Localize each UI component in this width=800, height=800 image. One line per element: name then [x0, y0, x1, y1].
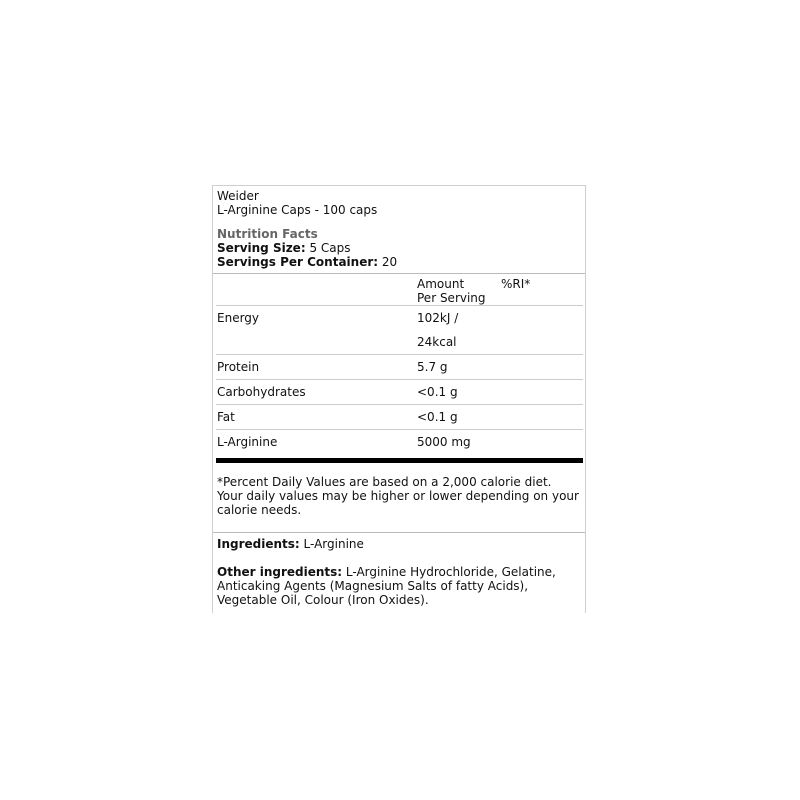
row-fat-name: Fat	[217, 410, 235, 424]
brand-name: Weider	[217, 189, 259, 203]
ingredients-value: L-Arginine	[303, 537, 364, 551]
header-amount	[417, 277, 486, 305]
row-energy-name: Energy	[217, 311, 260, 325]
row-divider	[216, 354, 583, 355]
other-ingredients-value: L-Arginine Hydrochloride, Gelatine, Anticaking Agents (Magnesium Salts of fatty Acids), Vegetable Oil, Colour (Iron Oxides).	[217, 565, 556, 607]
ingredients-label: Ingredients:	[217, 537, 300, 551]
row-divider	[216, 305, 583, 306]
other-ingredients	[217, 565, 579, 607]
servings-per-container-label: Servings Per Container:	[217, 255, 379, 269]
row-energy-amount-line1: 102kJ /	[417, 311, 459, 325]
row-l-arginine-amount: 5000 mg	[417, 435, 471, 449]
header-ri: %RI*	[501, 277, 531, 291]
header-amount-line2: Per Serving	[417, 291, 486, 305]
row-carbohydrates-name: Carbohydrates	[217, 385, 306, 399]
serving-size-value: 5 Caps	[309, 241, 351, 255]
serving-size	[217, 241, 351, 255]
row-energy-amount-line2: 24kcal	[417, 335, 457, 349]
other-ingredients-label: Other ingredients:	[217, 565, 343, 579]
row-divider	[216, 404, 583, 405]
header-amount-line1: Amount	[417, 277, 465, 291]
row-l-arginine-name: L-Arginine	[217, 435, 278, 449]
thick-divider	[216, 458, 583, 463]
row-divider	[216, 379, 583, 380]
facts-title: Nutrition Facts	[217, 227, 318, 241]
row-protein-name: Protein	[217, 360, 260, 374]
product-name: L-Arginine Caps - 100 caps	[217, 203, 378, 217]
servings-per-container-value: 20	[381, 255, 398, 269]
nutrition-panel	[212, 185, 586, 613]
section-divider	[213, 532, 585, 533]
row-divider	[216, 429, 583, 430]
footnote: *Percent Daily Values are based on a 2,000 calorie diet. Your daily values may be higher or lower depending on your calorie needs.	[217, 475, 579, 517]
row-protein-amount: 5.7 g	[417, 360, 448, 374]
servings-per-container	[217, 255, 397, 269]
row-carbohydrates-amount: <0.1 g	[417, 385, 458, 399]
ingredients	[217, 537, 579, 551]
serving-size-label: Serving Size:	[217, 241, 306, 255]
section-divider	[213, 273, 585, 274]
row-fat-amount: <0.1 g	[417, 410, 458, 424]
